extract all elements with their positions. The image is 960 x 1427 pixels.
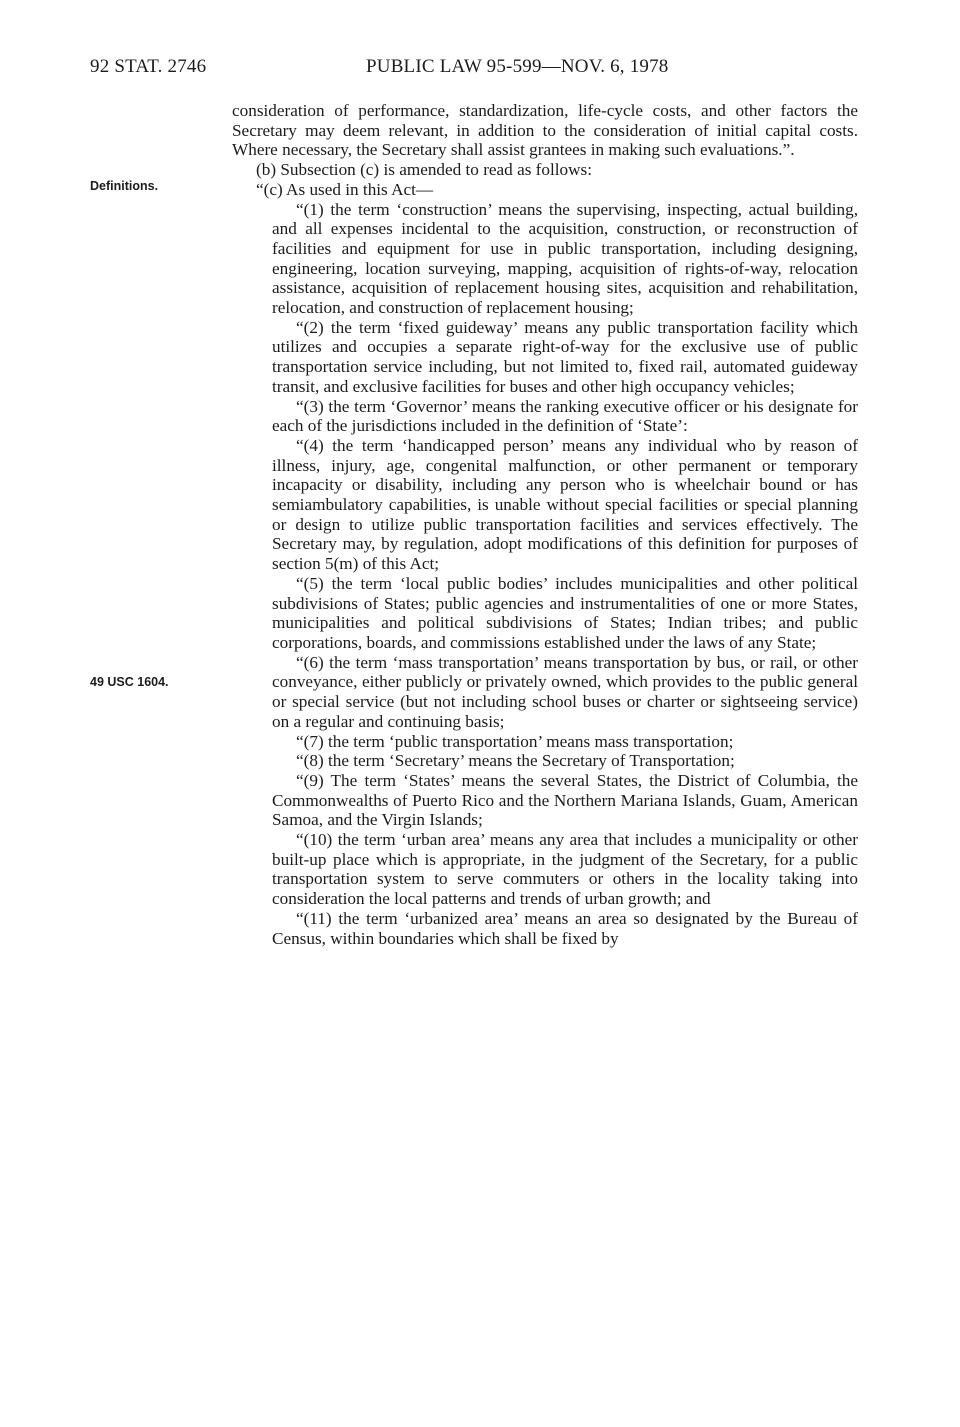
paragraph-subsection-c: “(c) As used in this Act— [256, 179, 434, 199]
definition-governor: “(3) the term ‘Governor’ means the ranking executive officer or his designate for each of the jurisdictions included in the definition of ‘State’: [272, 396, 858, 436]
running-head: PUBLIC LAW 95-599—NOV. 6, 1978 [366, 56, 669, 77]
definition-mass-transportation: “(6) the term ‘mass transportation’ means transportation by bus, or rail, or other conveyance, either publicly or privately owned, which provides to the public general or special service (but not including school buses or charter or sightseeing service) on a regular and continuing basis; [272, 652, 858, 731]
margin-note-definitions: Definitions. [90, 179, 159, 193]
definition-secretary: “(8) the term ‘Secretary’ means the Secretary of Transportation; [296, 751, 735, 771]
body-text [232, 101, 858, 948]
definition-urban-area: “(10) the term ‘urban area’ means any area that includes a municipality or other built-up place which is appropriate, in the judgment of the Secretary, for a public transportation system to serve commuters or others in the locality taking into consideration the local patterns and trends of urban growth; and [272, 830, 858, 909]
definition-public-transportation: “(7) the term ‘public transportation’ means mass transportation; [296, 731, 734, 751]
definition-handicapped-person: “(4) the term ‘handicapped person’ means any individual who by reason of illness, injury, age, congenital malfunction, or other permanent or temporary incapacity or disability, including any person who is wheelchair bound or has semiambulatory capabilities, is unable without special facilities or special planning or design to utilize public transportation facilities and services effectively. The Secretary may, by regulation, adopt modifications of this definition for purposes of section 5(m) of this Act; [272, 435, 858, 574]
margin-note-usc-citation: 49 USC 1604. [90, 675, 169, 689]
definition-states: “(9) The term ‘States’ means the several States, the District of Columbia, the Commonwealths of Puerto Rico and the Northern Mariana Islands, Guam, American Samoa, and the Virgin Islands; [272, 770, 858, 830]
definition-urbanized-area: “(11) the term ‘urbanized area’ means an area so designated by the Bureau of Census, within boundaries which shall be fixed by [272, 908, 858, 948]
definition-local-public-bodies: “(5) the term ‘local public bodies’ includes municipalities and other political subdivisions of States; public agencies and instrumentalities of one or more States, municipalities and political subdivisions of States; Indian tribes; and public corporations, boards, and commissions established under the laws of any State; [272, 573, 858, 652]
paragraph-subsection-b: (b) Subsection (c) is amended to read as follows: [256, 160, 593, 180]
page-number-header: 92 STAT. 2746 [90, 56, 207, 77]
definition-construction: “(1) the term ‘construction’ means the supervising, inspecting, actual building, and all expenses incidental to the acquisition, construction, or reconstruction of facilities and equipment for use in public transportation, including designing, engineering, location surveying, mapping, acquisition of rights-of-way, relocation assistance, acquisition of replacement housing sites, acquisition and rehabilitation, relocation, and construction of replacement housing; [272, 199, 858, 318]
definition-fixed-guideway: “(2) the term ‘fixed guideway’ means any public transportation facility which utilizes and occupies a separate right-of-way for the exclusive use of public transportation service including, but not limited to, fixed rail, automated guideway transit, and exclusive facilities for buses and other high occupancy vehicles; [272, 317, 858, 396]
paragraph-continuation: consideration of performance, standardization, life-cycle costs, and other factors the Secretary may deem relevant, in addition to the consideration of initial capital costs. Where necessary, the Secretary shall assist grantees in making such evaluations.”. [232, 101, 858, 160]
